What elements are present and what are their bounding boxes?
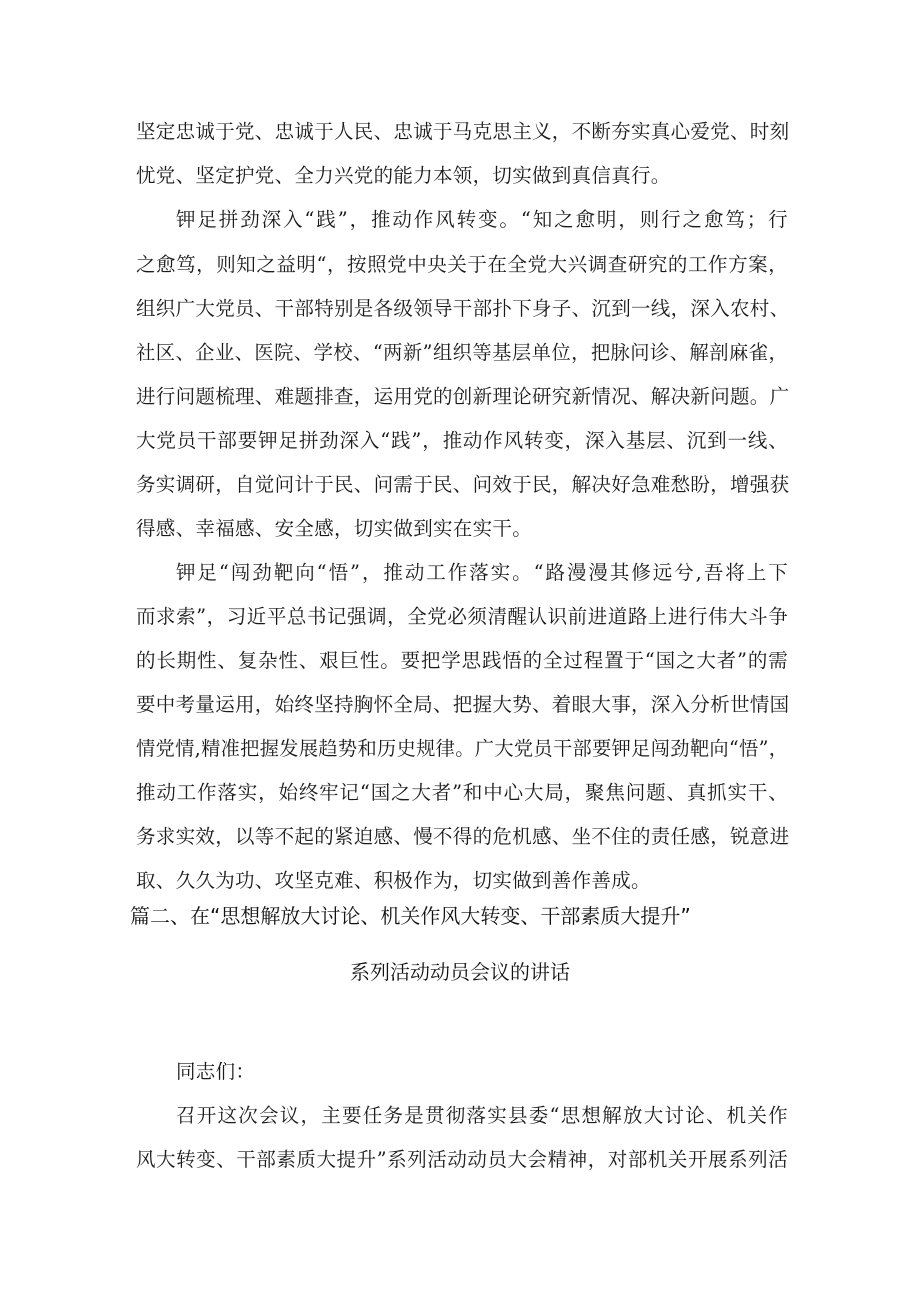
paragraph-4-line-1: 召开这次会议，主要任务是贯彻落实县委“思想解放大讨论、机关作	[176, 1104, 788, 1127]
section-heading: 篇二、在“思想解放大讨论、机关作风大转变、干部素质大提升”	[130, 904, 691, 928]
paragraph-4-line-2: 风大转变、干部素质大提升”系列活动动员大会精神，对部机关开展系列活	[136, 1148, 788, 1171]
paragraph-2-line-2: 之愈笃，则知之益明“，按照党中央关于在全党大兴调查研究的工作方案，	[136, 253, 788, 276]
paragraph-3-line-8: 取、久久为功、攻坚克难、积极作为，切实做到善作善成。	[136, 869, 651, 892]
salutation: 同志们：	[176, 1060, 256, 1083]
paragraph-3-line-7: 务求实效，以等不起的紧迫感、慢不得的危机感、坐不住的责任感，锐意进	[136, 825, 790, 848]
paragraph-3-line-2: 而求索”，习近平总书记强调，全党必须清醒认识前进道路上进行伟大斗争	[136, 605, 788, 628]
paragraph-2-line-4: 社区、企业、医院、学校、“两新”组织等基层单位，把脉问诊、解剖麻雀，	[136, 341, 788, 364]
paragraph-2-line-8: 得感、幸福感、安全感，切实做到实在实干。	[136, 517, 533, 540]
paragraph-3-line-4: 要中考量运用，始终坚持胸怀全局、把握大势、着眼大事，深入分析世情国	[136, 693, 790, 716]
paragraph-2-line-3: 组织广大党员、干部特别是各级领导干部扑下身子、沉到一线，深入农村、	[136, 297, 790, 320]
paragraph-3-line-3: 的长期性、复杂性、艰巨性。要把学思践悟的全过程置于“国之大者”的需	[136, 649, 788, 672]
paragraph-2-line-7: 务实调研，自觉问计于民、问需于民、问效于民，解决好急难愁盼，增强获	[136, 473, 790, 496]
paragraph-1-line-2: 忧党、坚定护党、全力兴党的能力本领，切实做到真信真行。	[136, 164, 671, 187]
paragraph-1-line-1: 坚定忠诚于党、忠诚于人民、忠诚于马克思主义，不断夯实真心爱党、时刻	[136, 120, 790, 143]
section-subtitle: 系列活动动员会议的讲话	[350, 960, 570, 984]
paragraph-2-line-1: 钾足拼劲深入“践”，推动作风转变。“知之愈明，则行之愈笃；行	[176, 208, 788, 231]
paragraph-3-line-5: 情党情,精准把握发展趋势和历史规律。广大党员干部要钾足闯劲靶向“悟”，	[136, 737, 789, 760]
paragraph-3-line-1: 钾足“闯劲靶向“悟”，推动工作落实。“路漫漫其修远兮,吾将上下	[176, 561, 788, 584]
paragraph-2-line-6: 大党员干部要钾足拼劲深入“践”，推动作风转变，深入基层、沉到一线、	[136, 429, 788, 452]
paragraph-3-line-6: 推动工作落实，始终牢记“国之大者”和中心大局，聚焦问题、真抓实干、	[136, 781, 788, 804]
paragraph-2-line-5: 进行问题梳理、难题排查，运用党的创新理论研究新情况、解决新问题。广	[136, 385, 790, 408]
